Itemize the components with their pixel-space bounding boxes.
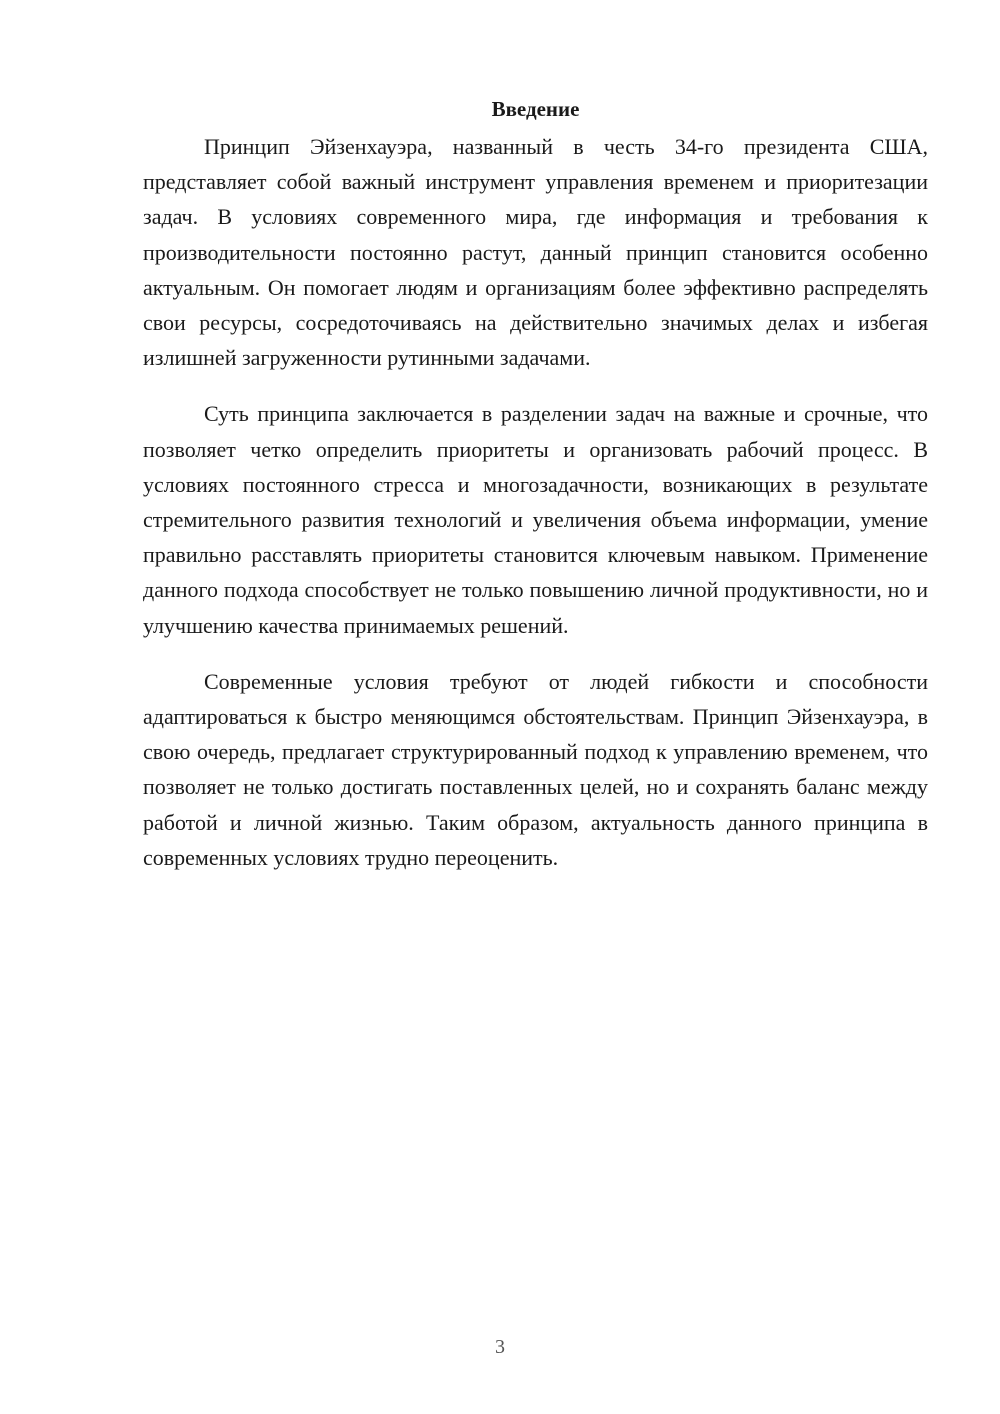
paragraph-2: Суть принципа заключается в разделении задач на важные и срочные, что позволяет четко определить приоритеты и организовать рабочий процесс. В условиях постоянного стресса и многозадачности, возникающих в результате стремительного развития технологий и увеличения объема информации, умение правильно расставлять приоритеты становится ключевым навыком. Применение данного подхода способствует не только повышению личной продуктивности, но и улучшению качества принимаемых решений.: [143, 401, 928, 638]
paragraph-3: Современные условия требуют от людей гибкости и способности адаптироваться к быстро меняющимся обстоятельствам. Принцип Эйзенхауэра, в свою очередь, предлагает структурированный подход к управлению временем, что позволяет не только достигать поставленных целей, но и сохранять баланс между работой и личной жизнью. Таким образом, актуальность данного принципа в современных условиях трудно переоценить.: [143, 668, 928, 870]
section-heading: Введение: [491, 97, 580, 121]
paragraph-1: Принцип Эйзенхауэра, названный в честь 34-го президента США, представляет собой важный инструмент управления временем и приоритезации задач. В условиях современного мира, где информация и требования к производительности постоянно растут, данный принцип становится особенно актуальным. Он помогает людям и организациям более эффективно распределять свои ресурсы, сосредоточиваясь на действительно значимых делах и избегая излишней загруженности рутинными задачами.: [143, 134, 928, 371]
page-content: [143, 92, 928, 896]
page-number: 3: [495, 1336, 505, 1358]
